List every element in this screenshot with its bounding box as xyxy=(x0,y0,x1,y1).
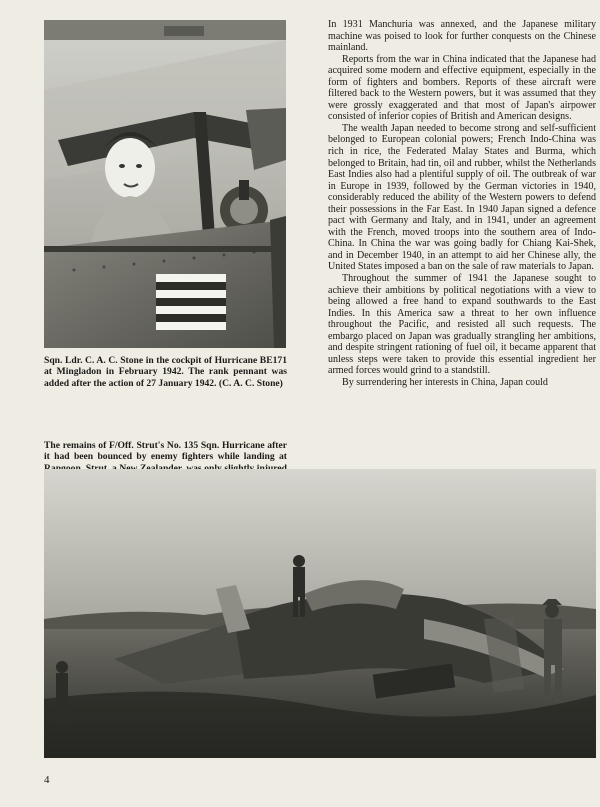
caption-bottom: The remains of F/Off. Strut's No. 135 Sqn. Hurricane after it had been bounced by enemy fighters while landing at xyxy=(44,440,287,463)
body-text-column xyxy=(328,19,596,389)
caption-top: Sqn. Ldr. C. A. C. Stone in the cockpit of Hurricane BE171 at Mingladon in February 1942. The rank pennant was added after the action of 27 January 1942. (C. A. C. Stone) xyxy=(44,355,287,389)
body-paragraph: Reports from the war in China indicated that the Japanese had acquired some modern and effective equipment, especially in the form of fighters and bombers. Reports of these aircraft were filtered back to the Western powers, but it was assumed that they were grossly exaggerated and that most of Japan's airpower consisted of inferior copies of British and American designs. xyxy=(328,53,596,123)
page-number: 4 xyxy=(44,774,50,786)
photo-wrecked-hurricane xyxy=(44,469,596,758)
body-paragraph: In 1931 Manchuria was annexed, and the Japanese military machine was poised to look for further conquests on the Chinese mainland. xyxy=(328,19,596,54)
body-paragraph: The wealth Japan needed to become strong and self-sufficient belonged to European colonial powers; French Indo-China was rich in rice, the Federated Malay States and Burma, which belonged to Britain, had tin, oil and rubber, whilst the Netherlands East Indies also had a plentiful supply of oil. The outbreak of war in Europe in 1939, followed by the German victories in 1940, considerably reduced the ability of the Western powers to defend their possessions in the Far East. In 1940 Japan signed a defence pact with Germany and Italy, and in 1941, under an agreement with the French, moved troops into the southern area of Indo-China. In China the war was going badly for Chiang Kai-Shek, and in December 1940, in an attempt to aid her Chinese ally, the United States imposed a ban on the sale of raw materials to Japan. xyxy=(328,122,596,273)
photo-pilot-cockpit xyxy=(44,20,286,348)
body-paragraph: By surrendering her interests in China, Japan could xyxy=(342,376,548,388)
body-paragraph: Throughout the summer of 1941 the Japanese sought to achieve their ambitions by political negotiations with a view to being allowed a free hand to expand southwards to the East Indies. In this America saw a threat to her own influence throughout the Pacific, and resisted all such requests. The embargo placed on Japan was gradually strangling her ambitions, and despite stringent rationing of fuel oil, it became apparent that unless steps were taken to provide this essential ingredient her armed forces would grind to a standstill. xyxy=(328,273,596,377)
